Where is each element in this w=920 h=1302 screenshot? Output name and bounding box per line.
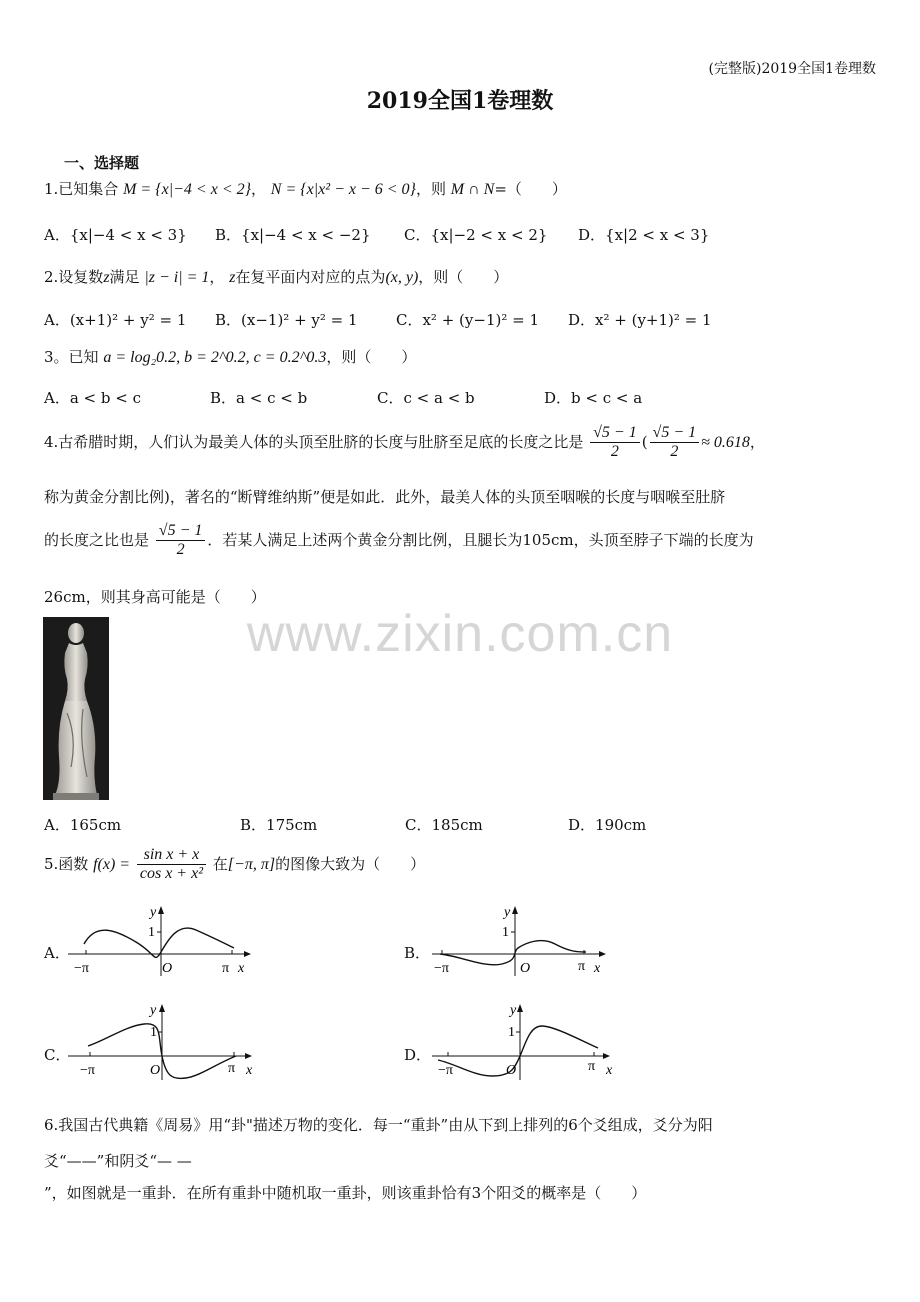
x-axis-arrow-icon (244, 951, 251, 957)
q1-option-c[interactable]: C．{x|−2 < x < 2} (404, 226, 548, 244)
q4-fraction-den-2: 2 (670, 443, 679, 461)
q4-option-d[interactable]: D．190cm (568, 816, 647, 834)
section-heading: 一、选择题 (64, 154, 140, 172)
curve (440, 941, 586, 965)
pi-label: π (578, 959, 586, 974)
q5-stem-c: 的图像大致为（ ） (275, 854, 426, 873)
y-label: y (150, 905, 157, 920)
q4-line3b: ．若某人满足上述两个黄金分割比例，且腿长为105cm，头顶至脖子下端的长度为 (207, 530, 754, 549)
q1-stem-b: ，则 (415, 180, 446, 198)
question-3 (44, 346, 416, 367)
q5-option-c-label[interactable]: C． (44, 1046, 71, 1064)
q5-stem-b: 在 (212, 854, 228, 873)
q4-fraction-num: √5 − 1 (590, 424, 640, 443)
page-header: (完整版)2019全国1卷理数 (708, 61, 876, 77)
x-axis-arrow-icon (245, 1053, 252, 1059)
q4-ratio-fraction-2 (650, 424, 700, 462)
watermark: www.zixin.com.cn (246, 605, 674, 663)
neg-pi-label: −π (74, 961, 89, 976)
origin-label: O (150, 1063, 161, 1078)
q1-set-n: N = {x|x² − x − 6 < 0} (270, 181, 416, 198)
q4-line3a: 的长度之比也是 (44, 530, 150, 549)
q2-stem-d: ，则（ ） (418, 268, 509, 286)
page-title: 2019全国1卷理数 (366, 88, 554, 114)
q1-set-m: M = {x|−4 < x < 2} (123, 181, 252, 198)
y-axis-arrow-icon (512, 906, 518, 914)
q5-option-b-label[interactable]: B． (404, 944, 431, 962)
q3-option-b[interactable]: B．a < c < b (210, 389, 308, 407)
origin-label: O (506, 1063, 517, 1078)
curve (438, 1026, 598, 1076)
q5-graph-a[interactable] (66, 902, 256, 980)
q4-fraction-num-3: √5 − 1 (156, 522, 206, 541)
y-label: y (504, 905, 511, 920)
q3-option-c[interactable]: C．c < a < b (377, 389, 475, 407)
q1-stem: 1.已知集合 (44, 180, 119, 198)
q5-fraction-num: sin x + x (137, 846, 206, 865)
q2-stem-c: 在复平面内对应的点为 (235, 268, 386, 286)
origin-label: O (520, 961, 531, 976)
one-label: 1 (502, 925, 509, 940)
q5-option-d-label[interactable]: D． (404, 1046, 432, 1064)
q4-option-b[interactable]: B．175cm (240, 816, 318, 834)
q5-graph-d[interactable] (430, 1000, 630, 1082)
q4-option-c[interactable]: C．185cm (405, 816, 483, 834)
q4-ratio-fraction (590, 424, 640, 462)
origin-label: O (162, 961, 173, 976)
x-label: x (594, 961, 601, 976)
q3-stem-b: ，则（ ） (326, 348, 417, 366)
q4-approx: ≈ 0.618 (701, 433, 750, 451)
q2-stem-b: 满足 (109, 268, 140, 286)
q5-option-a-label[interactable]: A． (44, 944, 70, 962)
q5-fraction-den: cos x + x² (139, 865, 203, 883)
q6-line3: ”，如图就是一重卦．在所有重卦中随机取一重卦，则该重卦恰有3个阳爻的概率是（ ） (44, 1184, 647, 1202)
q1-option-b[interactable]: B．{x|−4 < x < −2} (215, 226, 371, 244)
neg-pi-label: −π (434, 961, 449, 976)
y-axis-arrow-icon (159, 1004, 165, 1012)
q4-fraction-den-3: 2 (176, 541, 185, 559)
q6-line2: 爻“——”和阴爻“— — (44, 1152, 192, 1170)
q6-line1: 6.我国古代典籍《周易》用“卦"描述万物的变化．每一“重卦”由从下到上排列的6个爻组成，爻分为阳 (44, 1116, 713, 1134)
y-label: y (510, 1003, 517, 1018)
venus-statue-image (43, 617, 109, 800)
q2-condition: |z − i| = 1 (144, 269, 210, 286)
one-label: 1 (150, 1025, 157, 1040)
q3-expr: a = log₂0.2, b = 2^0.2, c = 0.2^0.3 (103, 349, 327, 366)
q1-stem-c: =（ ） (494, 180, 567, 198)
y-label: y (150, 1003, 157, 1018)
y-axis-arrow-icon (158, 906, 164, 914)
q2-point: (x, y) (385, 269, 419, 286)
question-2: 2.设复数z满足 |z − i| = 1， z在复平面内对应的点为(x, y)，则（ ） (44, 268, 509, 286)
q5-interval: [−π, π] (227, 855, 276, 873)
q5-graph-c[interactable] (66, 1000, 266, 1082)
q2-option-a[interactable]: A．(x+1)² + y² = 1 (44, 311, 187, 329)
y-axis-arrow-icon (517, 1004, 523, 1012)
q5-fx: f(x) = (93, 855, 131, 873)
pi-label: π (222, 961, 230, 976)
pi-label: π (228, 1061, 236, 1076)
question-5 (44, 846, 425, 884)
q4-line1: 4.古希腊时期，人们认为最美人体的头顶至肚脐的长度与肚脐至足底的长度之比是 (44, 432, 584, 451)
q2-z-2: z (229, 269, 236, 286)
q5-stem: 5.函数 (44, 854, 89, 873)
x-label: x (238, 961, 245, 976)
q4-line2: 称为黄金分割比例)，著名的“断臂维纳斯”便是如此．此外，最美人体的头顶至咽喉的长度与咽喉至肚脐 (44, 488, 726, 506)
x-label: x (606, 1063, 613, 1078)
pi-label: π (588, 1059, 596, 1074)
question-4-line-1: 4.古希腊时期，人们认为最美人体的头顶至肚脐的长度与肚脐至足底的长度之比是 $\frac{√5 - 1}{2}$ ( $\frac{√5 - 1}{2}$ ≈ 0.618， (44, 424, 765, 461)
q3-stem: 3。已知 (44, 348, 99, 366)
x-axis-arrow-icon (599, 951, 606, 957)
neg-pi-label: −π (438, 1063, 453, 1078)
q3-option-d[interactable]: D．b < c < a (544, 389, 643, 407)
q5-graph-b[interactable] (430, 902, 620, 980)
one-label: 1 (148, 925, 155, 940)
q4-line4: 26cm，则其身高可能是（ ） (44, 588, 266, 606)
q4-ratio-fraction-3 (156, 522, 206, 560)
question-1: 1.已知集合 M = {x|−4 < x < 2}， N = {x|x² − x − 6 < 0}，则 M ∩ N=（ ） (44, 180, 567, 198)
q4-fraction-num-2: √5 − 1 (650, 424, 700, 443)
x-label: x (246, 1063, 253, 1078)
q2-option-d[interactable]: D．x² + (y+1)² = 1 (568, 311, 712, 329)
q2-option-c[interactable]: C．x² + (y−1)² = 1 (396, 311, 540, 329)
q4-option-a[interactable]: A．165cm (44, 816, 122, 834)
x-axis-arrow-icon (603, 1053, 610, 1059)
q5-fraction (137, 846, 206, 884)
q4-fraction-den: 2 (610, 443, 619, 461)
one-label: 1 (508, 1025, 515, 1040)
q1-expr: M ∩ N (450, 181, 495, 198)
neg-pi-label: −π (80, 1063, 95, 1078)
q2-z: z (103, 269, 110, 286)
q2-stem: 2.设复数 (44, 268, 104, 286)
question-4-line-3 (44, 522, 754, 560)
q3-option-a[interactable]: A．a < b < c (44, 389, 141, 407)
q1-option-a[interactable]: A．{x|−4 < x < 3} (44, 226, 187, 244)
q1-option-d[interactable]: D．{x|2 < x < 3} (578, 226, 710, 244)
q2-option-b[interactable]: B．(x−1)² + y² = 1 (215, 311, 358, 329)
